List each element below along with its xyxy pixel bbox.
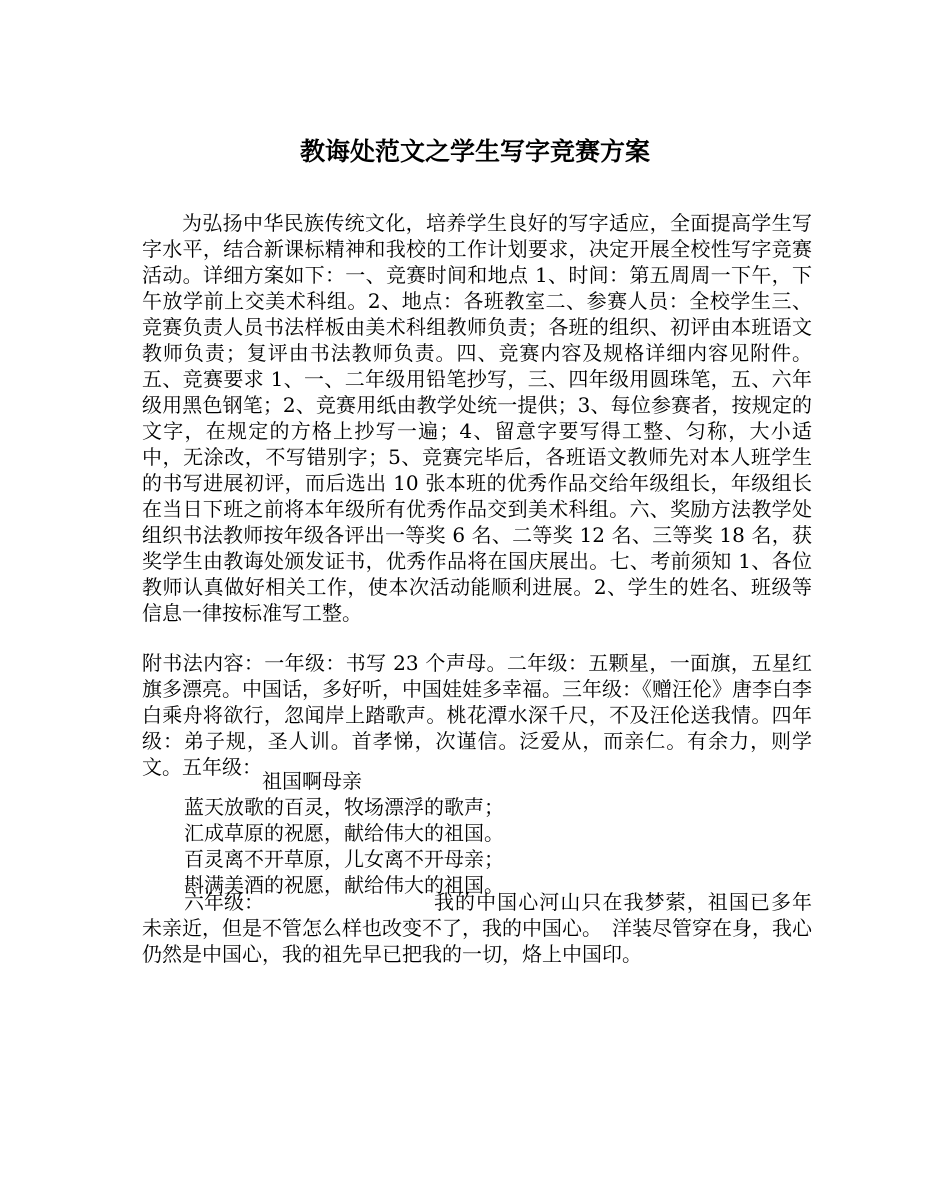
poem-line: 斟满美酒的祝愿，献给伟大的祖国。 [184, 873, 504, 897]
plan-paragraph: 为弘扬中华民族传统文化，培养学生良好的写字适应，全面提高学生写字水平，结合新课标精神和我校的工作计划要求，决定开展全校性写字竞赛活动。详细方案如下：一、竞赛时间和地点 1、时间：第五周周一下午，下午放学前上交美术科组。2、地点：各班教室二、参赛人员：全校学生三、竞赛负责人员书法样板由美术科组教师负责；各班的组织、初评由本班语文教师负责；复评由书法教师负责。四、竞赛内容及规格详细内容见附件。五、竞赛要求 1、一、二年级用铅笔抄写，三、四年级用圆珠笔，五、六年级用黑色钢笔；2、竞赛用纸由教学处统一提供；3、每位参赛者，按规定的文字，在规定的方格上抄写一遍；4、留意字要写得工整、匀称，大小适中，无涂改，不写错别字；5、竞赛完毕后，各班语文教师先对本人班学生的书写进展初评，而后选出 10 张本班的优秀作品交给年级组长，年级组长在当日下班之前将本年级所有优秀作品交到美术科组。六、奖励方法教学处组织书法教师按年级各评出一等奖 6 名、二等奖 12 名、三等奖 18 名，获奖学生由教诲处颁发证书，优秀作品将在国庆展出。七、考前须知 1、各位教师认真做好相关工作，使本次活动能顺利进展。2、学生的姓名、班级等信息一律按标准写工整。 [142, 211, 812, 625]
poem-line: 汇成草原的祝愿，献给伟大的祖国。 [184, 821, 504, 845]
poem-title: 祖国啊母亲 [262, 769, 362, 793]
poem-line: 百灵离不开草原，儿女离不开母亲； [184, 847, 504, 871]
grade6-label: 六年级： [184, 890, 264, 914]
document-title: 教诲处范文之学生写字竞赛方案 [299, 137, 650, 166]
poem-line: 蓝天放歌的百灵，牧场漂浮的歌声； [184, 795, 504, 819]
appendix-paragraph: 附书法内容：一年级：书写 23 个声母。二年级：五颗星，一面旗，五星红旗多漂亮。中国话，多好听，中国娃娃多幸福。三年级：《赠汪伦》唐李白李白乘舟将欲行，忽闻岸上踏歌声。桃花潭水深千尺，不及汪伦送我情。四年级：弟子规，圣人训。首孝悌，次谨信。泛爱从，而亲仁。有余力，则学文。五年级： [142, 651, 812, 779]
grade6-text: 我的中国心河山只在我梦萦，祖国已多年未亲近，但是不管怎么样也改变不了，我的中国心。 洋装尽管穿在身，我心仍然是中国心，我的祖先早已把我的一切，烙上中国印。 [142, 890, 812, 966]
